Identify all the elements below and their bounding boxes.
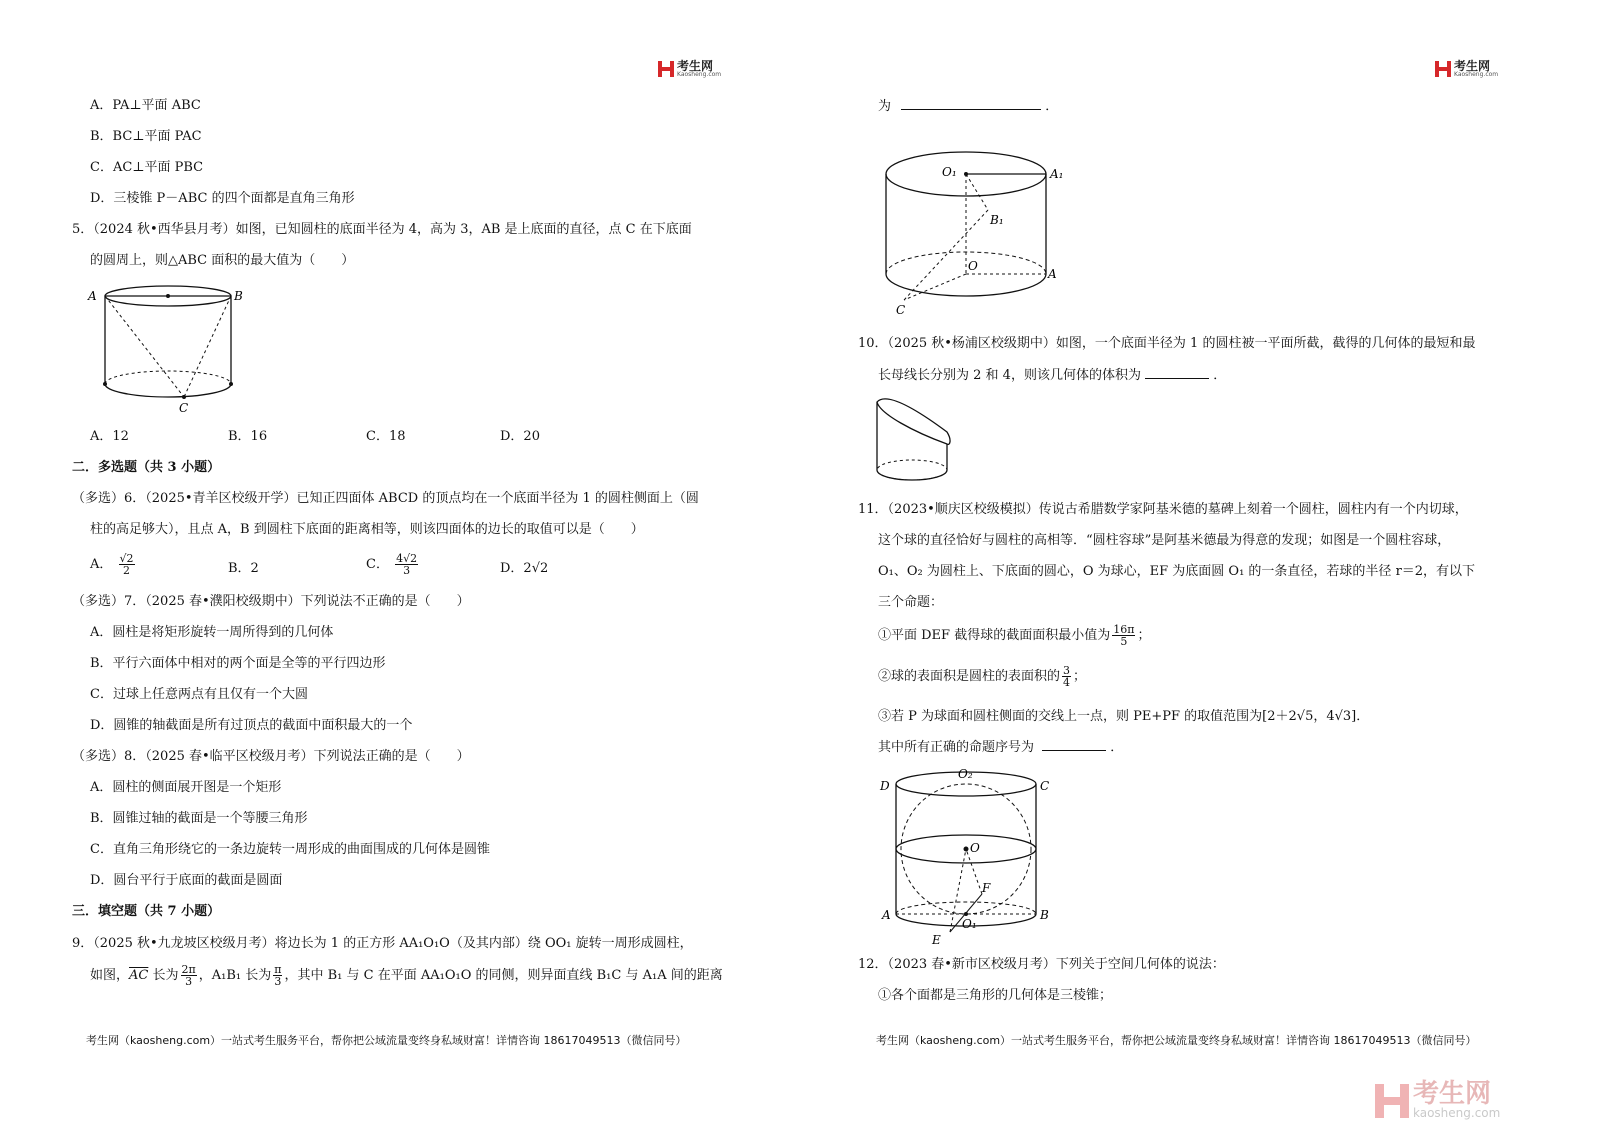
q5-line1: 5．（2024 秋•西华县月考）如图，已知圆柱的底面半径为 4，高为 3，AB 是上底面的直径，点 C 在下底面: [72, 222, 692, 237]
q9-label-b1: B₁: [990, 213, 1004, 227]
q7-option-c: C．过球上任意两点有且仅有一个大圆: [90, 687, 308, 702]
q11-label-b: B: [1040, 908, 1049, 922]
q11-label-o: O: [970, 841, 980, 855]
q11-answer-text: 其中所有正确的命题序号为: [878, 740, 1035, 755]
q11-p1-text: ①平面 DEF 截得球的截面面积最小值为: [878, 628, 1111, 643]
q9-tail-dot: ．: [1045, 99, 1059, 114]
q9-answer-blank[interactable]: [901, 97, 1041, 110]
section-multi-choice: 二．多选题（共 3 小题）: [72, 460, 221, 475]
q12-proposition-1: ①各个面都是三角形的几何体是三棱锥；: [878, 988, 1113, 1003]
logo-sub: Kaosheng.com: [1454, 71, 1499, 78]
logo-text: 考生网: [677, 59, 714, 73]
q6-option-a: [90, 553, 137, 576]
q8-option-d: D．圆台平行于底面的截面是圆面: [90, 873, 283, 888]
q7-option-d: D．圆锥的轴截面是所有过顶点的截面中面积最大的一个: [90, 718, 413, 733]
q9-f1-den: 3: [185, 975, 193, 988]
q11-p2-end: ；: [1073, 669, 1087, 684]
q11-label-f: F: [982, 881, 991, 895]
q8-option-a: A．圆柱的侧面展开图是一个矩形: [90, 780, 282, 795]
q11-label-e: E: [932, 933, 941, 947]
q9-l2d: ，A₁B₁ 长为: [198, 968, 272, 983]
q6-c-num: 4√2: [396, 552, 418, 565]
q11-line1: 11．（2023•顺庆区校级模拟）传说古希腊数学家阿基米德的墓碑上刻着一个圆柱，圆柱内有一个内切球，: [858, 502, 1468, 517]
q11-p2-num: 3: [1063, 664, 1071, 677]
q11-answer-blank[interactable]: [1042, 738, 1106, 751]
q9-l2e: ，其中 B₁ 与 C 在平面 AA₁O₁O 的同侧，则异面直线 B₁C 与 A₁A 间的距离: [284, 968, 723, 983]
q6-option-d: D．2√2: [500, 561, 549, 576]
q5-label-b: B: [234, 289, 243, 303]
q10-answer-blank[interactable]: [1145, 366, 1209, 379]
q7-option-b: B．平行六面体中相对的两个面是全等的平行四边形: [90, 656, 386, 671]
q5-option-a: A．12: [90, 429, 129, 444]
q6-a-num: √2: [119, 552, 134, 565]
q4-option-c: C．AC⊥平面 PBC: [90, 160, 204, 175]
q11-p1-num: 16π: [1113, 623, 1135, 636]
q9-label-c: C: [896, 303, 906, 317]
q11-line2: 这个球的直径恰好与圆柱的高相等．“圆柱容球”是阿基米德最为得意的发现；如图是一个圆柱容球，: [878, 533, 1451, 548]
q9-l2a: 如图，: [90, 968, 130, 983]
q11-label-a: A: [882, 908, 891, 922]
logo-sub: Kaosheng.com: [677, 71, 722, 78]
q6-line1: （多选）6．（2025•青羊区校级开学）已知正四面体 ABCD 的顶点均在一个底面半径为 1 的圆柱侧面上（圆: [72, 491, 699, 506]
q5-label-c: C: [179, 401, 189, 415]
q9-label-a1: A₁: [1050, 167, 1064, 181]
q5-line2: 的圆周上，则△ABC 面积的最大值为（ ）: [90, 253, 355, 268]
q10-line2-text: 长母线长分别为 2 和 4，则该几何体的体积为: [878, 368, 1141, 383]
kaosheng-logo-right: [1435, 60, 1498, 78]
left-footer: 考生网（kaosheng.com）一站式考生服务平台，帮你把公域流量变终身私域财富！详情咨询 18617049513（微信同号）: [86, 1034, 687, 1047]
q10-dot: ．: [1213, 368, 1227, 383]
q11-label-o2: O₂: [958, 767, 973, 781]
q11-line4: 三个命题：: [878, 595, 944, 610]
q11-proposition-2: [878, 665, 1086, 688]
watermark-text: 考生网: [1413, 1079, 1492, 1109]
right-footer: 考生网（kaosheng.com）一站式考生服务平台，帮你把公域流量变终身私域财富！详情咨询 18617049513（微信同号）: [876, 1034, 1477, 1047]
q6-option-c: [366, 553, 420, 576]
q9-f1-num: 2π: [181, 963, 196, 976]
q11-label-o1: O₁: [962, 917, 977, 931]
q8-option-c: C．直角三角形绕它的一条边旋转一周形成的曲面围成的几何体是圆锥: [90, 842, 490, 857]
q8-option-b: B．圆锥过轴的截面是一个等腰三角形: [90, 811, 308, 826]
q11-p1-end: ；: [1137, 628, 1151, 643]
q9-arc-ac: $\overline{AC}$: [129, 968, 149, 983]
q11-dot: ．: [1110, 740, 1124, 755]
q9-label-a: A: [1048, 267, 1057, 281]
section-fill-blank: 三．填空题（共 7 小题）: [72, 904, 221, 919]
q9-line1: 9．（2025 秋•九龙坡区校级月考）将边长为 1 的正方形 AA₁O₁O（及其内部）绕 OO₁ 旋转一周形成圆柱，: [72, 936, 693, 951]
q11-p2-text: ②球的表面积是圆柱的表面积的: [878, 669, 1061, 684]
q11-p1-den: 5: [1120, 635, 1128, 648]
q6-option-a-label: A．: [90, 557, 113, 572]
q6-c-den: 3: [403, 564, 411, 577]
q9-l2c: 长为: [148, 968, 179, 983]
q9-tail-text: 为: [878, 99, 892, 114]
q6-option-b: B．2: [228, 561, 259, 576]
q5-cylinder-figure: [88, 284, 248, 414]
watermark: [1375, 1079, 1501, 1120]
q8-stem: （多选）8．（2025 春•临平区校级月考）下列说法正确的是（ ）: [72, 749, 470, 764]
q5-option-d: D．20: [500, 429, 540, 444]
q11-proposition-3: ③若 P 为球面和圆柱侧面的交线上一点，则 PE+PF 的取值范围为[2＋2√5，4√3]．: [878, 709, 1370, 724]
q9-tail: [878, 97, 1058, 116]
q4-option-d: D．三棱锥 P－ABC 的四个面都是直角三角形: [90, 191, 355, 206]
q12-line1: 12．（2023 春•新市区校级月考）下列关于空间几何体的说法：: [858, 957, 1225, 972]
q10-cut-cylinder-figure: [874, 392, 964, 490]
q9-line2: [90, 964, 723, 987]
q9-cylinder-figure: [878, 128, 1078, 323]
q6-line2: 柱的高足够大），且点 A，B 到圆柱下底面的距离相等，则该四面体的边长的取值可以是（ ）: [90, 522, 644, 537]
q11-answer-line: [878, 738, 1123, 757]
kaosheng-logo-icon: [1435, 61, 1451, 77]
kaosheng-logo: [658, 60, 721, 78]
q9-label-o: O: [968, 259, 978, 273]
q9-f2-den: 3: [274, 975, 282, 988]
q11-label-c: C: [1040, 779, 1050, 793]
right-page: [800, 0, 1600, 1127]
q10-line1: 10．（2025 秋•杨浦区校级期中）如图，一个底面半径为 1 的圆柱被一平面所截，截得的几何体的最短和最: [858, 336, 1476, 351]
q11-proposition-1: [878, 624, 1150, 647]
q7-stem: （多选）7．（2025 春•濮阳校级期中）下列说法不正确的是（ ）: [72, 594, 470, 609]
kaosheng-logo-icon: [658, 61, 674, 77]
q11-sphere-in-cylinder-figure: [878, 764, 1053, 949]
q7-option-a: A．圆柱是将矩形旋转一周所得到的几何体: [90, 625, 334, 640]
q9-label-o1: O₁: [942, 165, 957, 179]
q10-line2: [878, 366, 1226, 385]
watermark-logo-icon: [1375, 1084, 1409, 1118]
q9-f2-num: π: [274, 963, 282, 976]
logo-text: 考生网: [1454, 59, 1491, 73]
q5-option-b: B．16: [228, 429, 268, 444]
q11-line3: O₁、O₂ 为圆柱上、下底面的圆心，O 为球心，EF 为底面圆 O₁ 的一条直径，若球的半径 r＝2，有以下: [878, 564, 1476, 579]
q11-label-d: D: [880, 779, 890, 793]
watermark-sub: kaosheng.com: [1413, 1106, 1501, 1120]
q4-option-b: B．BC⊥平面 PAC: [90, 129, 202, 144]
q4-option-a: A．PA⊥平面 ABC: [90, 98, 201, 113]
q5-label-a: A: [88, 289, 97, 303]
q11-p2-den: 4: [1063, 676, 1071, 689]
q6-a-den: 2: [123, 564, 131, 577]
q6-option-c-label: C．: [366, 557, 389, 572]
q5-option-c: C．18: [366, 429, 406, 444]
